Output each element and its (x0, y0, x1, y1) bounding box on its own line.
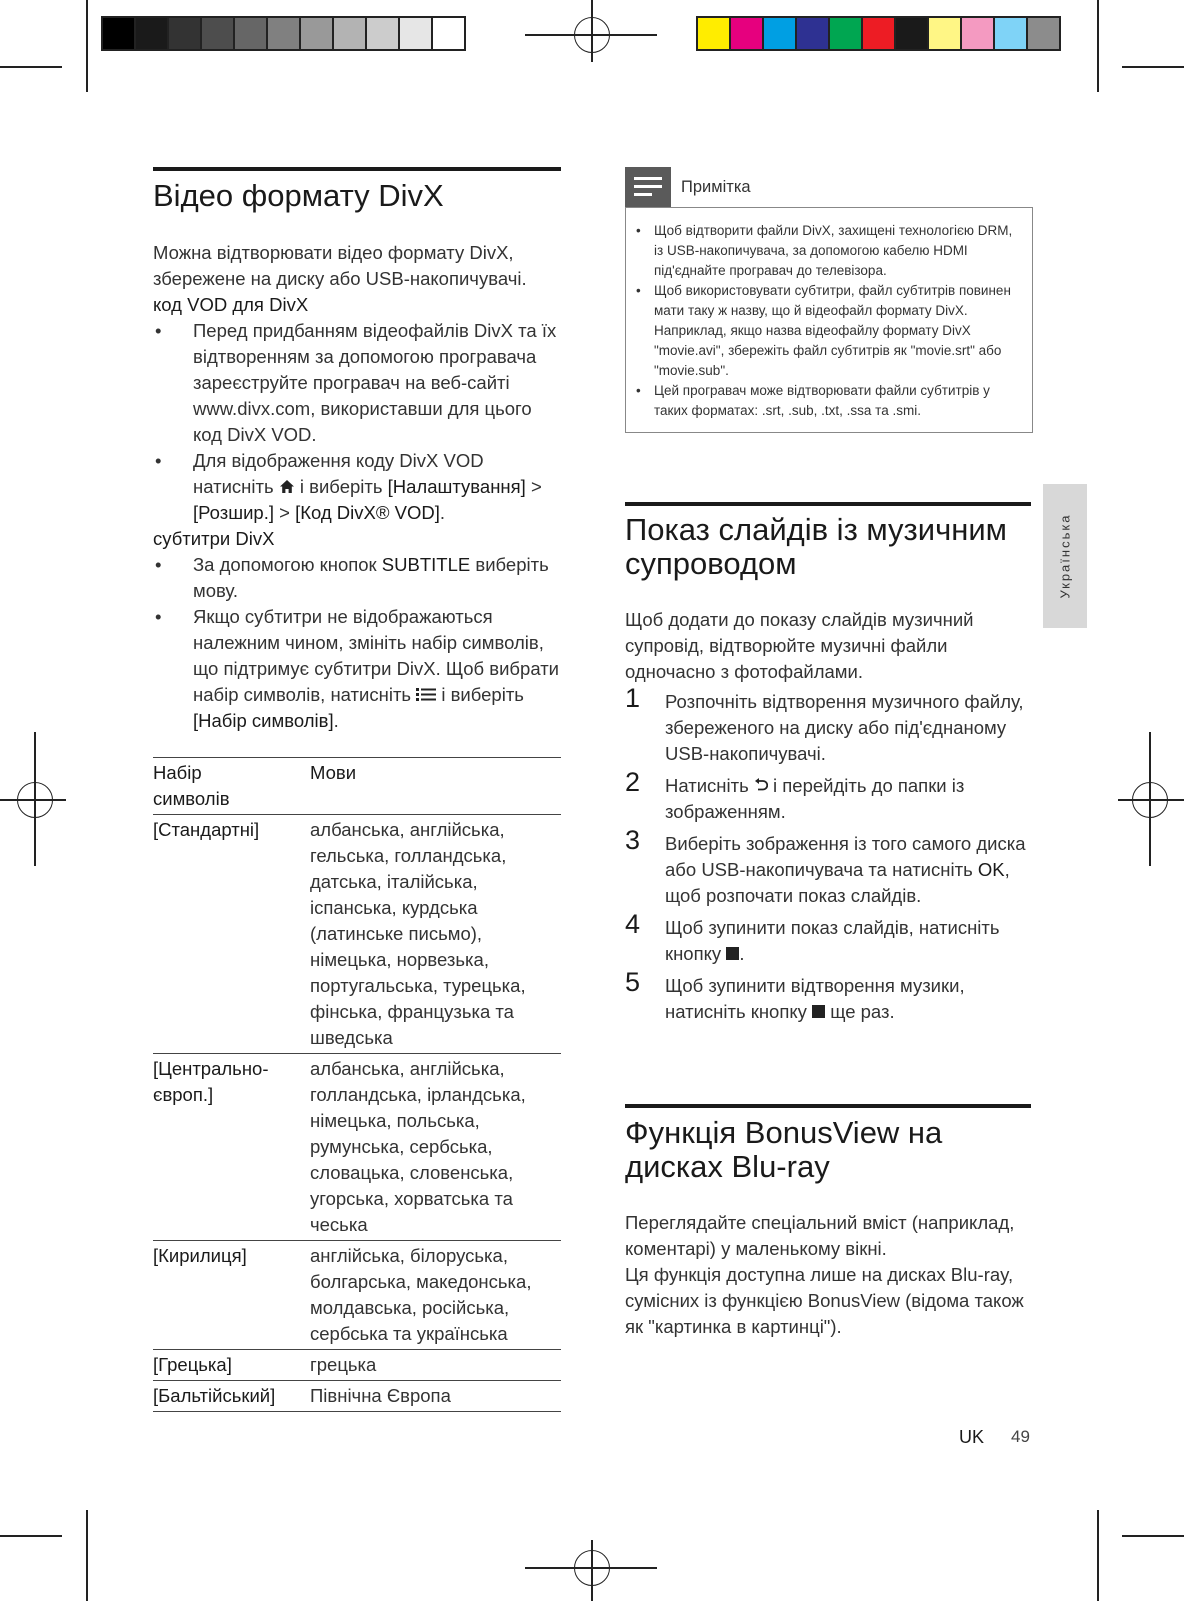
color-swatch (268, 18, 301, 49)
table-row: [Кирилиця] англійська, білоруська, болгарська, македонська, молдавська, російська, сербська та українська (153, 1241, 561, 1350)
color-swatch (797, 18, 830, 49)
header-languages: Мови (310, 762, 357, 783)
color-swatch (136, 18, 169, 49)
bonusview-p1: Переглядайте спеціальний вміст (наприклад, коментарі) у маленькому вікні. (625, 1212, 1015, 1259)
crop-mark (86, 1510, 88, 1601)
crop-mark (86, 0, 88, 92)
subtitle-heading: субтитри DivX (153, 528, 275, 549)
color-swatch (764, 18, 797, 49)
list-item: • За допомогою кнопок SUBTITLE виберіть мову. (153, 552, 561, 604)
list-item: 3 Виберіть зображення із того самого диска або USB-накопичувача та натисніть OK, щоб розпочати показ слайдів. (625, 825, 1026, 906)
bonusview-p2: Ця функція доступна лише на дисках Blu-ray, сумісних із функцією BonusView (відома також як "картинка в картинці"). (625, 1264, 1024, 1337)
header-charset: Набір символів (153, 762, 230, 809)
stop-icon (726, 947, 739, 960)
color-swatch (830, 18, 863, 49)
list-item: 5 Щоб зупинити відтворення музики, натисніть кнопку ще раз. (625, 967, 965, 1022)
list-item: • Цей програвач може відтворювати файли субтитрів у таких форматах: .srt, .sub, .txt, .ssa та .smi. (626, 381, 1022, 421)
color-swatch (1028, 18, 1059, 49)
table-header-row (153, 758, 561, 815)
list-item: 2 Натисніть і перейдіть до папки із зображенням. (625, 767, 965, 822)
note-label: Примітка (681, 178, 751, 196)
color-swatch (896, 18, 929, 49)
crop-mark (0, 66, 62, 68)
color-swatch (698, 18, 731, 49)
crop-mark (1097, 0, 1099, 92)
slideshow-body (625, 607, 1031, 1031)
crop-mark (1097, 1510, 1099, 1601)
page-number: 49 (1011, 1427, 1030, 1446)
subtitle-bullets (153, 552, 561, 734)
color-swatch (400, 18, 433, 49)
list-item: • Щоб відтворити файли DivX, захищені технологією DRM, із USB-накопичувача, за допомогою кабелю HDMI під'єднайте програвач до телевізора. (626, 221, 1022, 281)
crop-mark (1122, 66, 1184, 68)
section-rule (153, 167, 561, 171)
table-row: [Грецька] грецька (153, 1350, 561, 1381)
language-tab: Українська (1043, 484, 1087, 628)
table-row: [Центрально-європ.] албанська, англійська, голландська, ірландська, німецька, польська, румунська, сербська, словацька, словенська, угорська, хорватська та чеська (153, 1054, 561, 1241)
color-swatch (235, 18, 268, 49)
color-swatch (103, 18, 136, 49)
crop-mark (1122, 1535, 1184, 1537)
divx-section-body (153, 240, 561, 734)
home-icon (279, 479, 295, 494)
note-icon (625, 167, 671, 207)
vod-bullets (153, 318, 561, 526)
list-item: 1 Розпочніть відтворення музичного файлу, збереженого на диску або під'єднаному USB-накопичувачі. (625, 683, 1024, 764)
color-swatch (202, 18, 235, 49)
section-rule (625, 502, 1031, 506)
table-row: [Стандартні] албанська, англійська, гельська, голландська, датська, італійська, іспанська, курдська (латинське письмо), німецька, норвезька, португальська, турецька, фінська, французька та шведська (153, 815, 561, 1054)
crop-mark (0, 1535, 62, 1537)
list-item: • Для відображення коду DivX VOD натисніть і виберіть [Налаштування] > [Розшир.] > [Код DivX® VOD]. (153, 448, 561, 526)
options-icon (416, 687, 436, 702)
list-item: • Щоб використовувати субтитри, файл субтитрів повинен мати таку ж назву, що й відеофайл формату DivX. Наприклад, якщо назва відеофайлу формату DivX "movie.avi", збережіть файл субтитрів як "movie.srt" або "movie.sub". (626, 281, 1022, 381)
section-title-divx: Відео формату DivX (153, 178, 444, 213)
color-swatch-bar (696, 16, 1061, 51)
bonusview-body (625, 1210, 1031, 1340)
color-swatch (301, 18, 334, 49)
section-title-slideshow: Показ слайдів із музичним супроводом (625, 512, 1007, 581)
color-swatch (962, 18, 995, 49)
section-title-bonusview: Функція BonusView на дисках Blu-ray (625, 1115, 943, 1184)
list-item: 4 Щоб зупинити показ слайдів, натисніть кнопку . (625, 909, 1000, 964)
color-swatch (731, 18, 764, 49)
list-item: • Перед придбанням відеофайлів DivX та їх відтворенням за допомогою програвача зареєструйте програвач на веб-сайті www.divx.com, використавши для цього код DivX VOD. (153, 318, 561, 448)
note-box (625, 207, 1033, 433)
color-swatch (995, 18, 1028, 49)
color-swatch (863, 18, 896, 49)
color-swatch (433, 18, 464, 49)
color-swatch (367, 18, 400, 49)
color-swatch (169, 18, 202, 49)
back-icon (754, 778, 768, 793)
footer-lang: UK (959, 1427, 985, 1447)
charset-table (153, 757, 561, 1412)
slideshow-steps (625, 683, 1031, 1025)
divx-intro: Можна відтворювати відео формату DivX, збережене на диску або USB-накопичувачі. (153, 242, 527, 289)
stop-icon (812, 1005, 825, 1018)
section-rule (625, 1104, 1031, 1108)
slideshow-intro: Щоб додати до показу слайдів музичний супровід, відтворюйте музичні файли одночасно з фотофайлами. (625, 609, 974, 682)
color-swatch (929, 18, 962, 49)
list-item: • Якщо субтитри не відображаються належним чином, змініть набір символів, що підтримує субтитри DivX. Щоб вибрати набір символів, натисніть і виберіть [Набір символів]. (153, 604, 561, 734)
vod-heading: код VOD для DivX (153, 294, 309, 315)
table-row: [Бальтійський] Північна Європа (153, 1381, 561, 1412)
color-swatch (334, 18, 367, 49)
grayscale-swatch-bar (101, 16, 466, 51)
